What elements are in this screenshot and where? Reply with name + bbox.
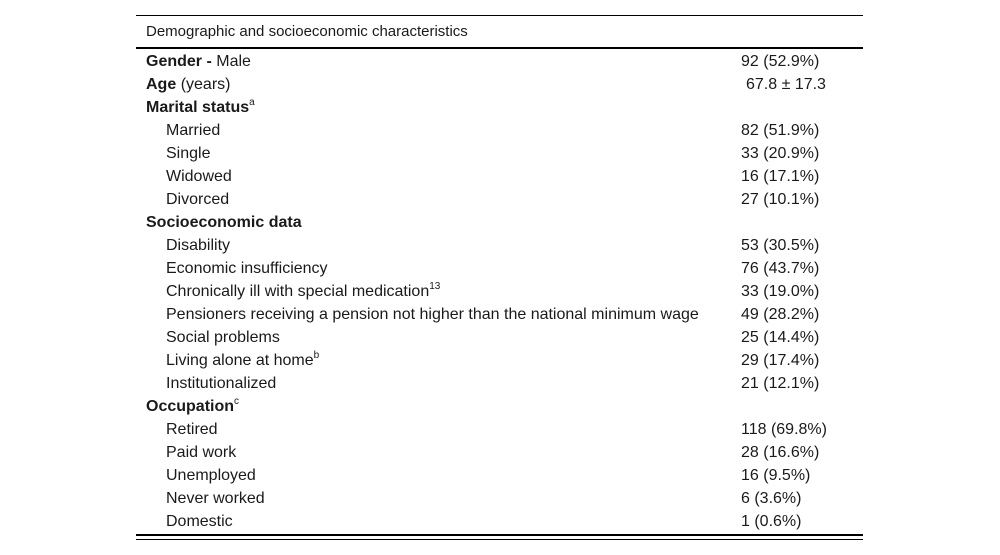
footnote-marker: b <box>313 349 320 361</box>
table-row <box>136 188 863 211</box>
table-row <box>136 280 863 303</box>
table-row <box>136 303 863 326</box>
row-value: 33 (19.0%) <box>741 283 820 300</box>
row-value: 53 (30.5%) <box>741 237 820 254</box>
table-row <box>136 142 863 165</box>
row-value: 92 (52.9%) <box>741 53 820 70</box>
row-label: Disability <box>166 237 231 254</box>
row-value: 16 (17.1%) <box>741 168 820 185</box>
row-value: 49 (28.2%) <box>741 306 820 323</box>
row-label-text: Living alone at home <box>166 352 314 369</box>
characteristics-table <box>136 15 863 540</box>
table-row <box>136 487 863 510</box>
table-row <box>136 464 863 487</box>
table-bottom-rule <box>136 534 863 540</box>
row-label: Single <box>166 145 211 162</box>
table-section-marital-status <box>136 96 863 119</box>
row-label: Domestic <box>166 513 233 530</box>
row-value: 27 (10.1%) <box>741 191 820 208</box>
table-row <box>136 257 863 280</box>
row-value: 33 (20.9%) <box>741 145 820 162</box>
row-label: Married <box>166 122 221 139</box>
row-value: 67.8 ± 17.3 <box>746 76 826 93</box>
row-label: Pensioners receiving a pension not higher than the national minimum wage <box>166 306 699 323</box>
row-value: 76 (43.7%) <box>741 260 820 277</box>
row-label: Social problems <box>166 329 280 346</box>
row-label: Widowed <box>166 168 232 185</box>
row-label: Divorced <box>166 191 230 208</box>
section-heading <box>146 395 239 418</box>
footnote-marker: a <box>249 96 255 108</box>
table-caption: Demographic and socioeconomic characteristics <box>136 16 863 49</box>
row-value: 1 (0.6%) <box>741 513 802 530</box>
table-row <box>136 234 863 257</box>
table-row <box>136 326 863 349</box>
row-label-bold: Gender - <box>146 53 212 70</box>
table-body <box>136 49 863 533</box>
table-row <box>136 441 863 464</box>
row-label-sub: (years) <box>180 76 231 93</box>
row-label: Economic insufficiency <box>166 260 328 277</box>
row-value: 25 (14.4%) <box>741 329 820 346</box>
row-label <box>166 349 319 372</box>
row-label: Unemployed <box>166 467 256 484</box>
footnote-marker: c <box>234 395 240 407</box>
row-value: 29 (17.4%) <box>741 352 820 369</box>
row-label <box>166 280 440 303</box>
table-row <box>136 165 863 188</box>
table-row <box>136 510 863 533</box>
footnote-marker: 13 <box>429 280 441 292</box>
section-heading <box>146 96 255 119</box>
row-value: 28 (16.6%) <box>741 444 820 461</box>
row-label <box>146 73 230 96</box>
table-section-socioeconomic <box>136 211 863 234</box>
row-value: 16 (9.5%) <box>741 467 811 484</box>
table-row <box>136 119 863 142</box>
row-value: 21 (12.1%) <box>741 375 820 392</box>
row-label <box>146 50 251 73</box>
table-row-gender <box>136 50 863 73</box>
row-value: 6 (3.6%) <box>741 490 802 507</box>
row-label-sub: Male <box>216 53 251 70</box>
row-label: Never worked <box>166 490 265 507</box>
table-row <box>136 418 863 441</box>
section-heading: Socioeconomic data <box>146 214 302 231</box>
row-label-text: Chronically ill with special medication <box>166 283 430 300</box>
table-section-occupation <box>136 395 863 418</box>
row-value: 82 (51.9%) <box>741 122 820 139</box>
table-row-age <box>136 73 863 96</box>
table-row <box>136 372 863 395</box>
section-heading-text: Occupation <box>146 398 235 415</box>
table-row <box>136 349 863 372</box>
row-label: Paid work <box>166 444 237 461</box>
row-value: 118 (69.8%) <box>741 421 827 438</box>
row-label: Institutionalized <box>166 375 277 392</box>
row-label-bold: Age <box>146 76 177 93</box>
row-label: Retired <box>166 421 218 438</box>
section-heading-text: Marital status <box>146 99 250 116</box>
